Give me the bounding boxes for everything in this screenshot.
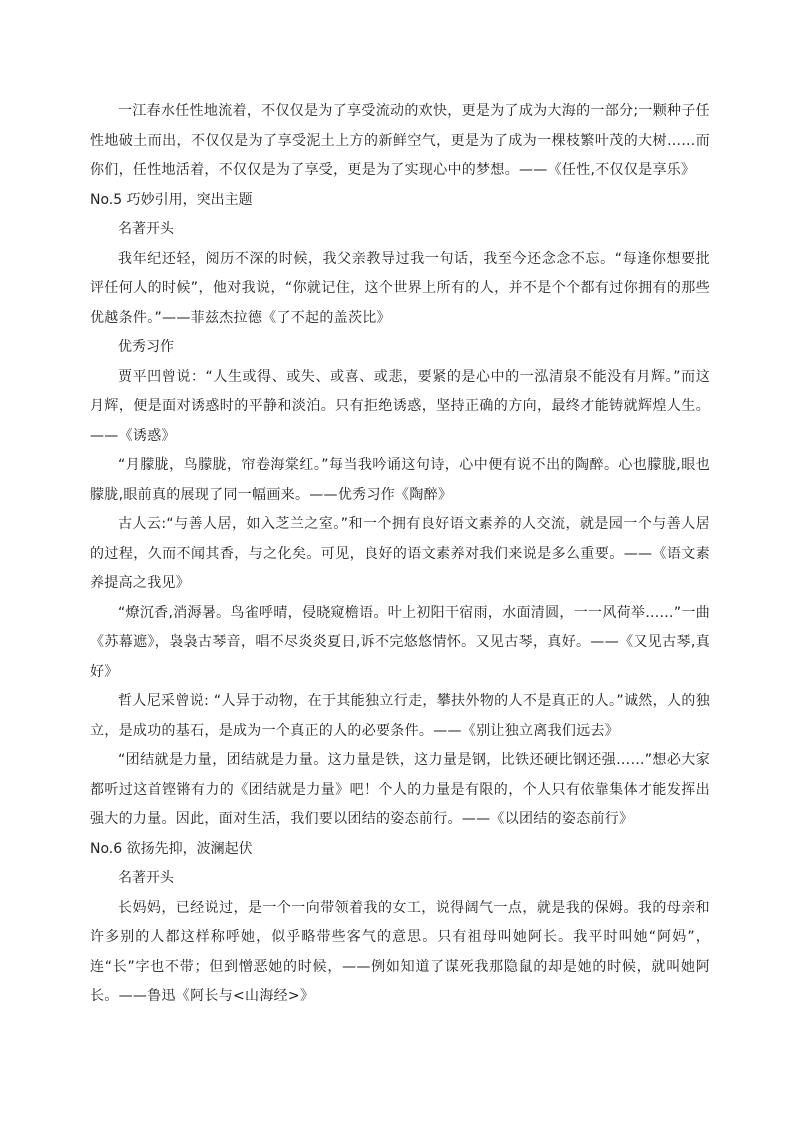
subheading-excellent-essays: 优秀习作 bbox=[118, 339, 174, 355]
subheading-classic-opening-2: 名著开头 bbox=[118, 870, 174, 886]
paragraph-a-chang: 长妈妈，已经说过，是一个一向带领着我的女工，说得阔气一点，就是我的保姆。我的母亲和许多别的人都这样称呼她，似乎略带些客气的意思。只有祖母叫她阿长。我平时叫她“阿妈”，连“长”字也不带；但到憎恶她的时候，——例如知道了谋死我那隐鼠的却是她的时候，就叫她阿长。——鲁迅《阿长与<山海经>》 bbox=[90, 899, 710, 1004]
paragraph-youhuo: 贾平凹曾说：“人生或得、或失、或喜、或悲，要紧的是心中的一泓清泉不能没有月辉。”而这月辉，便是面对诱惑时的平静和淡泊。只有拒绝诱惑，坚持正确的方向，最终才能铸就辉煌人生。——《诱惑》 bbox=[90, 368, 710, 444]
paragraph-yuwen-suyang: 古人云:“与善人居，如入芝兰之室。”和一个拥有良好语文素养的人交流，就是园一个与善人居的过程，久而不闻其香，与之化矣。可见，良好的语文素养对我们来说是多么重要。——《语文素养提高之我见》 bbox=[90, 516, 710, 591]
paragraph-guqin: “燎沉香,消溽暑。鸟雀呼晴，侵晓窥檐语。叶上初阳干宿雨，水面清圆，一一风荷举……”一曲《苏幕遮》，袅袅古琴音，唱不尽炎炎夏日,诉不完悠悠情怀。又见古琴，真好。——《又见古琴,真好》 bbox=[90, 604, 710, 680]
subheading-classic-opening: 名著开头 bbox=[118, 221, 174, 237]
paragraph-tuanjie: “团结就是力量，团结就是力量。这力量是铁，这力量是钢，比铁还硬比钢还强……”想必大家都听过这首铿锵有力的《团结就是力量》吧！个人的力量是有限的，个人只有依靠集体才能发挥出强大的力量。因此，面对生活，我们要以团结的姿态前行。——《以团结的姿态前行》 bbox=[90, 752, 710, 827]
section-heading-no6: No.6 欲扬先抑，波澜起伏 bbox=[90, 840, 253, 857]
paragraph-gatsby: 我年纪还轻，阅历不深的时候，我父亲教导过我一句话，我至今还念念不忘。“每逢你想要批评任何人的时候”，他对我说，“你就记住，这个世界上所有的人，并不是个个都有过你拥有的那些优越条件。”——菲兹杰拉德《了不起的盖茨比》 bbox=[90, 250, 710, 326]
paragraph-duli: 哲人尼采曾说: “人异于动物，在于其能独立行走，攀扶外物的人不是真正的人。”诚然，人的独立，是成功的基石，是成为一个真正的人的必要条件。——《别让独立离我们远去》 bbox=[90, 693, 710, 739]
paragraph-taozui: “月朦胧，鸟朦胧，帘卷海棠红。”每当我吟诵这句诗，心中便有说不出的陶醉。心也朦胧,眼也朦胧,眼前真的展现了同一幅画来。——优秀习作《陶醉》 bbox=[90, 457, 710, 503]
document-body bbox=[90, 97, 710, 1012]
paragraph-renxing: 一江春水任性地流着，不仅仅是为了享受流动的欢快，更是为了成为大海的一部分;一颗种子任性地破土而出，不仅仅是为了享受泥土上方的新鲜空气，更是为了成为一棵枝繁叶茂的大树……而你们，任性地活着，不仅仅是为了享受，更是为了实现心中的梦想。——《任性,不仅仅是享乐》 bbox=[90, 103, 710, 178]
section-heading-no5: No.5 巧妙引用，突出主题 bbox=[90, 191, 253, 208]
